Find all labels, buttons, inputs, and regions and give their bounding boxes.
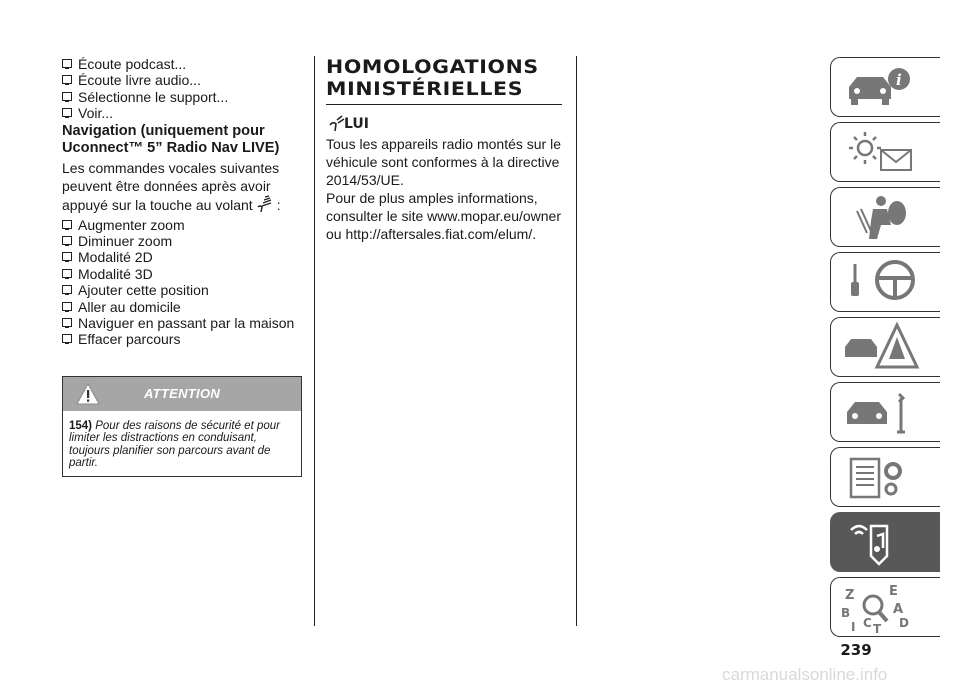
list-item: Écoute podcast... xyxy=(62,56,302,72)
tab-index[interactable] xyxy=(830,577,940,637)
attention-text: 154) Pour des raisons de sécurité et pour limiter les distractions en conduisant, toujours planifier son parcours avant de partir. xyxy=(69,419,280,470)
list-item: Aller au domicile xyxy=(62,299,302,315)
left-column xyxy=(62,56,302,477)
checkbox-bullet-icon xyxy=(62,252,72,262)
car-info-icon xyxy=(837,61,937,113)
svg-text:D: D xyxy=(899,616,909,630)
tab-multimedia[interactable] xyxy=(830,512,940,572)
tab-technical-data[interactable] xyxy=(830,447,940,507)
car-emergency-triangle-icon xyxy=(837,321,937,373)
svg-text:Z: Z xyxy=(845,588,855,603)
attention-header xyxy=(63,377,301,411)
checkbox-bullet-icon xyxy=(62,285,72,295)
column-divider xyxy=(576,56,577,626)
tab-safety[interactable] xyxy=(830,187,940,247)
checkbox-bullet-icon xyxy=(62,220,72,230)
svg-text:B: B xyxy=(841,606,851,620)
warning-lights-icon xyxy=(837,126,937,178)
tab-maintenance[interactable] xyxy=(830,382,940,442)
checkbox-bullet-icon xyxy=(62,108,72,118)
middle-column xyxy=(326,56,566,243)
intro-paragraph: Les commandes vocales suivantes peuvent être données après avoir appuyé sur la touche au volant : xyxy=(62,159,281,213)
list-item: Naviguer en passant par la maison xyxy=(62,315,302,331)
list-item: Diminuer zoom xyxy=(62,233,302,249)
svg-text:LUI: LUI xyxy=(344,116,369,132)
column-divider xyxy=(314,56,315,626)
svg-text:C: C xyxy=(863,616,872,630)
list-item: Effacer parcours xyxy=(62,331,302,347)
svg-text:I: I xyxy=(851,620,856,633)
svg-text:T: T xyxy=(873,622,882,633)
checkbox-bullet-icon xyxy=(62,269,72,279)
tab-emergency[interactable] xyxy=(830,317,940,377)
checkbox-bullet-icon xyxy=(62,302,72,312)
attention-title: ATTENTION xyxy=(143,385,221,401)
list-item: Ajouter cette position xyxy=(62,282,302,298)
technical-data-icon xyxy=(837,451,937,503)
svg-text:A: A xyxy=(893,602,904,617)
tab-car-info[interactable] xyxy=(830,57,940,117)
checkbox-bullet-icon xyxy=(62,334,72,344)
checkbox-bullet-icon xyxy=(62,75,72,85)
page-number: 239 xyxy=(840,641,872,659)
list-item: Sélectionne le support... xyxy=(62,89,302,105)
tab-starting-driving[interactable] xyxy=(830,252,940,312)
bullet-list-media xyxy=(62,56,302,122)
svg-text:E: E xyxy=(889,584,898,599)
homologation-text: Tous les appareils radio montés sur le véhicule sont conformes à la directive 2014/53/UE. Pour de plus amples informations, consulter le site www.mopar.eu/owner ou http://aftersales.fiat.com/elum/. xyxy=(326,136,562,242)
list-item: Modalité 3D xyxy=(62,266,302,282)
checkbox-bullet-icon xyxy=(62,236,72,246)
bullet-list-navigation xyxy=(62,217,302,348)
multimedia-icon xyxy=(837,516,937,568)
list-item: Voir... xyxy=(62,105,302,121)
svg-text:i: i xyxy=(896,71,902,89)
chapter-tabs xyxy=(830,57,940,642)
watermark: carmanualsonline.info xyxy=(722,665,888,684)
key-steering-wheel-icon xyxy=(837,256,937,308)
checkbox-bullet-icon xyxy=(62,318,72,328)
title-underline xyxy=(326,104,562,105)
attention-box xyxy=(62,376,302,477)
checkbox-bullet-icon xyxy=(62,92,72,102)
airbag-safety-icon xyxy=(837,191,937,243)
voice-command-icon xyxy=(256,195,274,213)
section-subheading: Navigation (uniquement pour Uconnect™ 5” Radio Nav LIVE) xyxy=(62,122,280,156)
alphabetical-index-icon xyxy=(837,581,937,633)
car-maintenance-icon xyxy=(837,386,937,438)
list-item: Modalité 2D xyxy=(62,249,302,265)
list-item: Augmenter zoom xyxy=(62,217,302,233)
voice-command-icon xyxy=(326,111,370,133)
section-title: HOMOLOGATIONS MINISTÉRIELLES xyxy=(326,56,539,100)
tab-warning-lights[interactable] xyxy=(830,122,940,182)
list-item: Écoute livre audio... xyxy=(62,72,302,88)
checkbox-bullet-icon xyxy=(62,59,72,69)
